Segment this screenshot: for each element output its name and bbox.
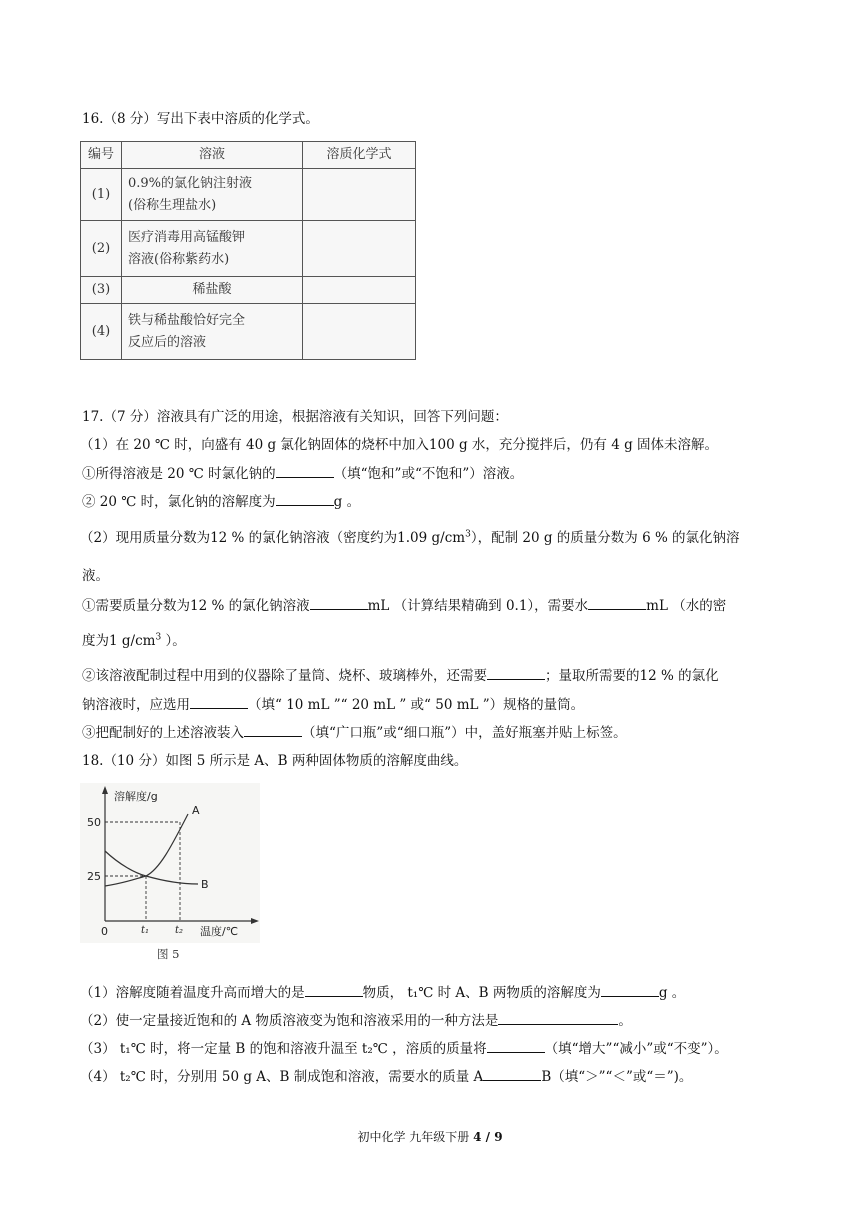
- text-segment: ② 20 ℃ 时，氯化钠的溶解度为: [82, 494, 276, 510]
- q17-part2-a-cont: [82, 631, 186, 651]
- y-axis-label: 溶解度/g: [114, 790, 158, 803]
- text-segment: ①所得溶液是 20 ℃ 时氯化钠的: [82, 466, 276, 482]
- answer-blank[interactable]: [601, 982, 659, 997]
- q17-part2: [80, 528, 740, 548]
- table-row: [81, 277, 416, 304]
- answer-blank[interactable]: [190, 694, 248, 709]
- table-header-no: 编号: [81, 142, 122, 169]
- answer-blank[interactable]: [588, 595, 646, 610]
- q17-part1-a: [82, 463, 523, 484]
- text-segment: g 。: [333, 494, 361, 510]
- q17-part2-c: [82, 722, 627, 743]
- text-segment: （3） t₁℃ 时，将一定量 B 的饱和溶液升温至 t₂℃ ，溶质的质量将: [80, 1041, 487, 1057]
- table-row-solution: [122, 221, 303, 277]
- solution-line: (俗称生理盐水): [128, 197, 217, 213]
- x-tick-0: 0: [101, 925, 108, 938]
- table-row-solution: [122, 277, 303, 304]
- solution-line: 铁与稀盐酸恰好完全: [128, 312, 246, 328]
- text-segment: ③把配制好的上述溶液装入: [82, 725, 244, 741]
- solution-line: 反应后的溶液: [128, 334, 207, 350]
- curve-a-label: A: [192, 804, 200, 817]
- q18-sub2: [80, 1010, 632, 1031]
- answer-blank[interactable]: [310, 595, 368, 610]
- text-segment: mL （计算结果精确到 0.1），需要水: [367, 598, 589, 614]
- q18-sub3: [80, 1038, 728, 1059]
- table-row: [81, 221, 416, 277]
- answer-blank[interactable]: [483, 1066, 541, 1081]
- text-segment: （填“饱和”或“不饱和”）溶液。: [333, 466, 524, 482]
- q17-part2-b: [82, 665, 719, 686]
- figure-caption: 图 5: [157, 947, 180, 961]
- q17-part1: （1）在 20 ℃ 时，向盛有 40 g 氯化钠固体的烧杯中加入100 g 水，充分搅拌后，仍有 4 g 固体未溶解。: [80, 437, 719, 453]
- superscript: 3: [465, 529, 471, 540]
- q18-title: 18.（10 分）如图 5 所示是 A、B 两种固体物质的溶解度曲线。: [82, 753, 468, 769]
- x-axis-label: 温度/℃: [200, 925, 239, 938]
- y-tick-50: 50: [87, 816, 101, 829]
- formula-cell: [303, 169, 416, 221]
- answer-blank[interactable]: [244, 722, 302, 737]
- table-header-row: [81, 142, 416, 169]
- text-segment: B（填“＞”“＜”或“＝”)。: [541, 1069, 693, 1085]
- q17-title: 17.（7 分）溶液具有广泛的用途，根据溶液有关知识，回答下列问题：: [82, 409, 508, 425]
- table-row-no: (3): [81, 277, 122, 304]
- text-segment: 钠溶液时，应选用: [82, 697, 190, 713]
- text-segment: ），配制 20 g 的质量分数为 6 % 的氯化钠溶: [470, 530, 740, 546]
- footer-subject: 初中化学 九年级下册: [357, 1130, 470, 1144]
- table-header-formula: 溶质化学式: [303, 142, 416, 169]
- answer-blank[interactable]: [498, 1010, 618, 1025]
- table-header-solution: 溶液: [122, 142, 303, 169]
- text-segment: （2）现用质量分数为12 % 的氯化钠溶液（密度约为1.09 g/cm: [80, 530, 466, 546]
- answer-blank[interactable]: [487, 1038, 545, 1053]
- q17-part2-a: [82, 595, 726, 616]
- formula-cell: [303, 221, 416, 277]
- q16-title: 16.（8 分）写出下表中溶质的化学式。: [82, 111, 319, 127]
- graph-background: [80, 783, 260, 943]
- text-segment: （4） t₂℃ 时，分别用 50 g A、B 制成饱和溶液，需要水的质量 A: [80, 1069, 484, 1085]
- text-segment: 度为1 g/cm: [82, 633, 156, 649]
- page-footer: [0, 1128, 860, 1145]
- superscript: 3: [155, 632, 162, 643]
- text-segment: （1）溶解度随着温度升高而增大的是: [80, 985, 305, 1001]
- answer-blank[interactable]: [487, 665, 545, 680]
- q17-part1-b: [82, 491, 360, 512]
- text-segment: 物质， t₁℃ 时 A、B 两物质的溶解度为: [362, 985, 601, 1001]
- q17-part2-b-cont: [82, 694, 584, 715]
- formula-cell: [303, 277, 416, 304]
- text-segment: 。: [618, 1013, 632, 1029]
- solution-line: 稀盐酸: [192, 282, 232, 297]
- answer-blank[interactable]: [276, 491, 334, 506]
- q17-part2-cont: 液。: [82, 568, 109, 584]
- footer-page-number: 4 / 9: [473, 1130, 503, 1144]
- answer-blank[interactable]: [276, 463, 334, 478]
- table-row-no: (1): [81, 169, 122, 221]
- text-segment: g 。: [658, 985, 686, 1001]
- text-segment: ①需要质量分数为12 % 的氯化钠溶液: [82, 598, 310, 614]
- table-row-no: (4): [81, 304, 122, 360]
- text-segment: mL （水的密: [646, 598, 727, 614]
- curve-b-label: B: [201, 878, 209, 891]
- solution-line: 医疗消毒用高锰酸钾: [128, 229, 246, 245]
- solution-line: 溶液(俗称紫药水): [128, 251, 230, 267]
- text-segment: ②该溶液配制过程中用到的仪器除了量筒、烧杯、玻璃棒外，还需要: [82, 668, 487, 684]
- text-segment: （2）使一定量接近饱和的 A 物质溶液变为饱和溶液采用的一种方法是: [80, 1013, 499, 1029]
- table-row: [81, 304, 416, 360]
- text-segment: （填“ 10 mL ”“ 20 mL ” 或“ 50 mL ”）规格的量筒。: [248, 697, 585, 713]
- answer-blank[interactable]: [305, 982, 363, 997]
- solute-table: [80, 141, 416, 360]
- text-segment: ）。: [161, 633, 186, 649]
- table-row-solution: [122, 169, 303, 221]
- x-tick-t1: t₁: [141, 925, 150, 936]
- x-tick-t2: t₂: [175, 925, 184, 936]
- q18-sub1: [80, 982, 685, 1003]
- table-row: [81, 169, 416, 221]
- formula-cell: [303, 304, 416, 360]
- q18-sub4: [80, 1066, 692, 1087]
- text-segment: （填“增大”“减小”或“不变”）。: [544, 1041, 728, 1057]
- y-tick-25: 25: [87, 870, 101, 883]
- solubility-graph: [80, 783, 260, 943]
- text-segment: （填“广口瓶”或“细口瓶”）中，盖好瓶塞并贴上标签。: [302, 725, 627, 741]
- text-segment: ；量取所需要的12 % 的氯化: [545, 668, 719, 684]
- table-row-no: (2): [81, 221, 122, 277]
- solution-line: 0.9%的氯化钠注射液: [128, 175, 253, 191]
- table-row-solution: [122, 304, 303, 360]
